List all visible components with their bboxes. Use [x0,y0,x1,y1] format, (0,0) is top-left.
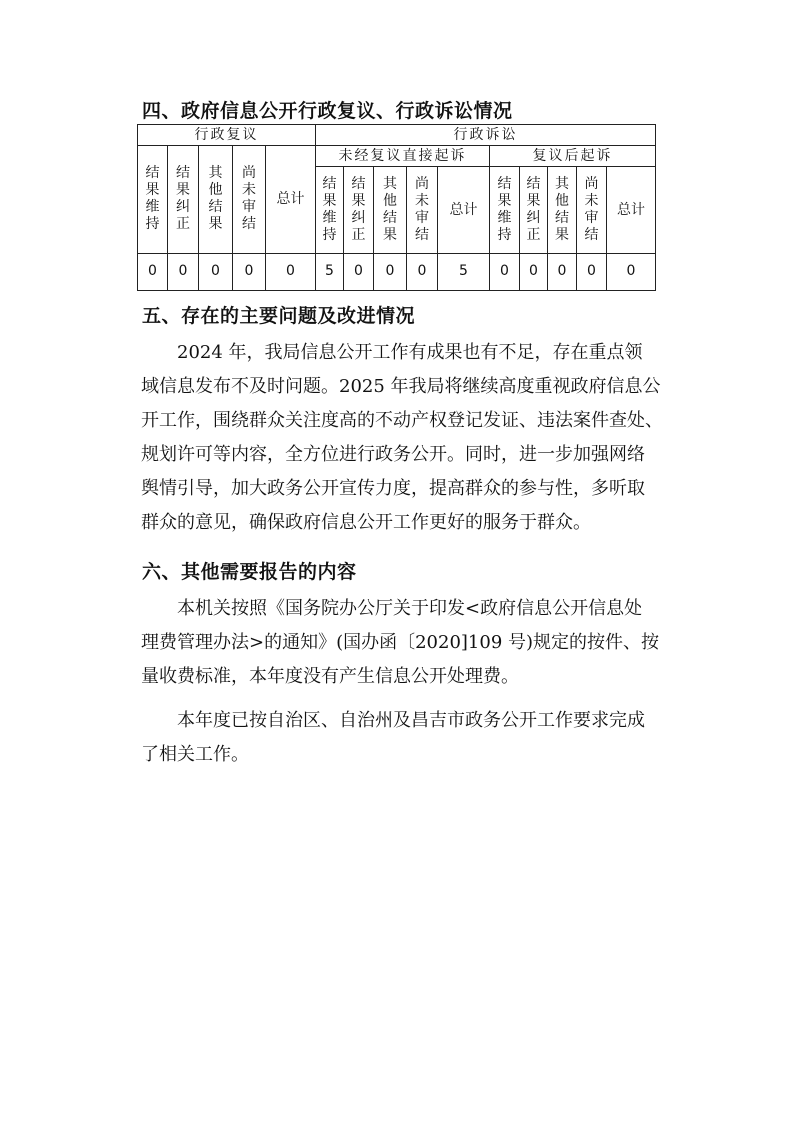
value-after-upheld: 0 [490,253,520,290]
review-litigation-table [137,124,656,291]
text-line: 量收费标准，本年度没有产生信息公开处理费。 [141,666,519,687]
col-direct-pending: 尚 未 审 结 [407,167,438,254]
text-line: 舆情引导，加大政务公开宣传力度，提高群众的参与性，多听取 [141,478,645,499]
col-direct-other: 其 他 结 果 [374,167,407,254]
text-line: 2024 年，我局信息公开工作有成果也有不足，存在重点领 [177,342,643,363]
value-review-total: 0 [266,253,316,290]
col-review-total: 总计 [266,146,316,254]
section-6-heading: 六、其他需要报告的内容 [142,561,357,583]
section-5-heading: 五、存在的主要问题及改进情况 [142,305,416,327]
value-direct-total: 5 [438,253,490,290]
value-after-other: 0 [548,253,577,290]
text-line: 本机关按照《国务院办公厅关于印发<政府信息公开信息处 [177,598,643,619]
col-review-other: 其 他 结 果 [199,146,233,254]
value-review-upheld: 0 [138,253,168,290]
paragraph-processing-fee [141,592,687,694]
value-after-corrected: 0 [520,253,548,290]
header-admin-litigation: 行政诉讼 [316,125,656,146]
section-4-heading: 四、政府信息公开行政复议、行政诉讼情况 [142,100,513,122]
value-after-total: 0 [607,253,656,290]
col-after-upheld: 结 果 维 持 [490,167,520,254]
col-review-pending: 尚 未 审 结 [233,146,266,254]
col-review-upheld: 结 果 维 持 [138,146,168,254]
col-review-corrected: 结 果 纠 正 [168,146,199,254]
text-line: 规划许可等内容，全方位进行政务公开。同时，进一步加强网络 [141,444,645,465]
value-review-pending: 0 [233,253,266,290]
paragraph-problems-improvements [141,336,687,540]
header-direct-litigation: 未经复议直接起诉 [316,146,490,167]
value-review-corrected: 0 [168,253,199,290]
text-line: 本年度已按自治区、自治州及昌吉市政务公开工作要求完成 [177,710,645,731]
paragraph-work-completion [141,704,687,772]
text-line: 开工作，围绕群众关注度高的不动产权登记发证、违法案件查处、 [141,410,663,431]
value-direct-other: 0 [374,253,407,290]
col-after-total: 总计 [607,167,656,254]
value-review-other: 0 [199,253,233,290]
text-line: 域信息发布不及时问题。2025 年我局将继续高度重视政府信息公 [141,376,661,397]
text-line: 了相关工作。 [141,744,249,765]
col-direct-total: 总计 [438,167,490,254]
value-after-pending: 0 [577,253,607,290]
header-admin-review: 行政复议 [138,125,316,146]
text-line: 群众的意见，确保政府信息公开工作更好的服务于群众。 [141,512,591,533]
col-after-corrected: 结 果 纠 正 [520,167,548,254]
value-direct-upheld: 5 [316,253,344,290]
value-direct-pending: 0 [407,253,438,290]
header-after-review-litigation: 复议后起诉 [490,146,656,167]
col-direct-corrected: 结 果 纠 正 [344,167,374,254]
col-direct-upheld: 结 果 维 持 [316,167,344,254]
col-after-other: 其 他 结 果 [548,167,577,254]
value-direct-corrected: 0 [344,253,374,290]
table-row [138,253,656,290]
text-line: 理费管理办法>的通知》(国办函〔2020]109 号)规定的按件、按 [141,632,660,653]
col-after-pending: 尚 未 审 结 [577,167,607,254]
